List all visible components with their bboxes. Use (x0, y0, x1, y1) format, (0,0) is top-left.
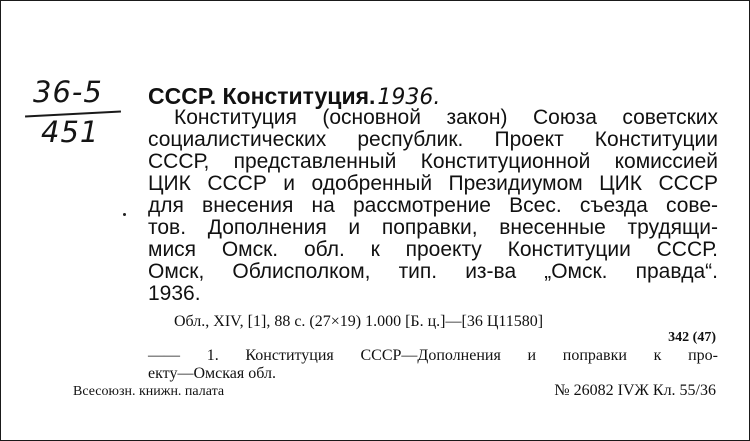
body-line: для внесения на рассмотрение Всес. съезда сове- (148, 194, 718, 217)
body-line: СССР, представленный Конституционной комиссией (148, 150, 718, 173)
body-line: тов. Дополнения и поправки, внесенные трудящи- (148, 216, 718, 239)
body-line: Конституция (основной закон) Союза советских (174, 106, 718, 129)
body-line: ЦИК СССР и одобренный Президиумом ЦИК СССР (148, 172, 718, 195)
heading-label: СССР. Конституция. (148, 83, 376, 109)
record-number: № 26082 IVЖ Кл. 55/36 (554, 382, 716, 399)
book-chamber-label: Всесоюзн. книжн. палата (73, 384, 225, 399)
ink-speck (123, 213, 126, 216)
call-number-top: 36-5 (33, 75, 103, 109)
price-code: 342 (47) (668, 330, 716, 345)
physical-description: Обл., XIV, [1], 88 с. (27×19) 1.000 [Б. ц.]—[36 Ц11580] (174, 313, 544, 330)
heading-year-handwritten: 1936. (377, 85, 441, 110)
body-line: социалистических республик. Проект Конституции (148, 128, 718, 151)
call-number-bottom: 451 (41, 115, 100, 149)
cross-reference-line-1: —— 1. Конституция СССР—Дополнения и поправки к про- (148, 347, 718, 364)
body-line: Омск, Облисполком, тип. из-ва „Омск. правда“. (148, 260, 718, 283)
body-line: мися Омск. обл. к проекту Конституции СССР. (148, 238, 718, 261)
cross-reference-line-2: екту—Омская обл. (148, 365, 276, 382)
body-line: 1936. (148, 282, 201, 305)
